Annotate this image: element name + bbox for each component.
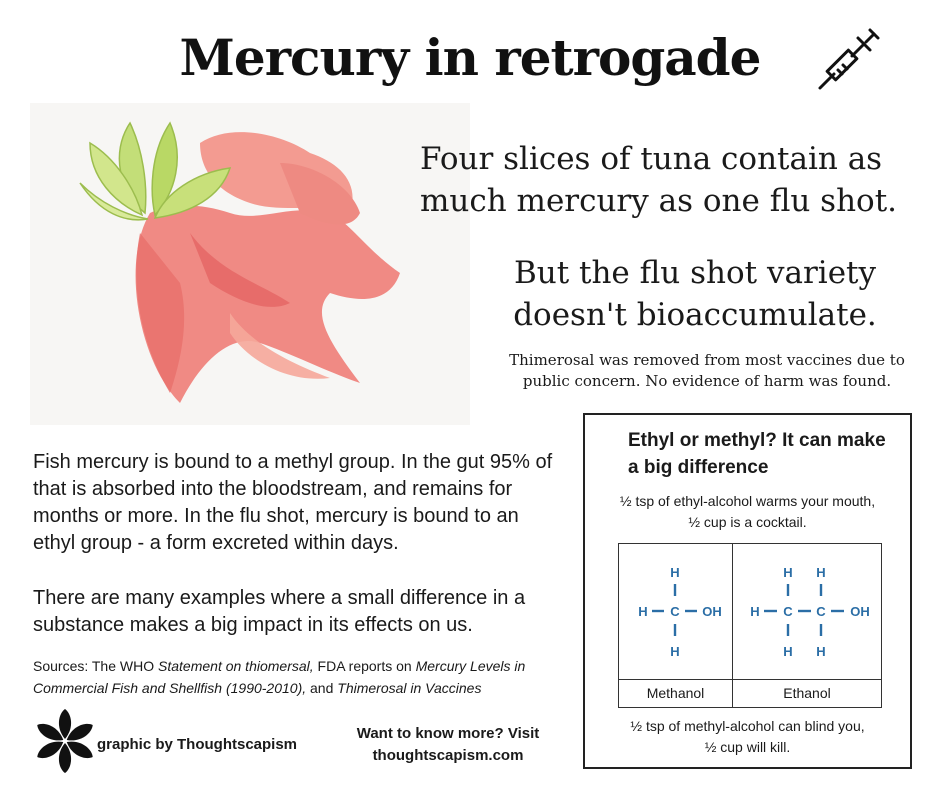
atom-c: C	[670, 604, 680, 619]
atom-h-left: H	[750, 604, 760, 619]
atom-c-2: C	[816, 604, 826, 619]
atom-h-top-2: H	[816, 565, 826, 580]
graphic-credit: graphic by Thoughtscapism	[97, 736, 298, 753]
methanol-structure	[619, 544, 732, 680]
flower-logo-icon	[30, 708, 100, 774]
methanol-cell	[619, 544, 733, 707]
atom-h-bottom-2: H	[816, 644, 826, 659]
atom-h-top-1: H	[783, 565, 793, 580]
sources-mid1: FDA reports on	[313, 658, 416, 674]
syringe-icon	[812, 26, 882, 96]
methyl-alcohol-note	[585, 716, 910, 758]
ethyl-line-2: ½ cup is a cocktail.	[688, 514, 807, 530]
methyl-line-2: ½ cup will kill.	[704, 739, 791, 755]
sources-prefix: Sources: The WHO	[33, 658, 159, 674]
atom-h-bottom-1: H	[783, 644, 793, 659]
methyl-line-1: ½ tsp of methyl-alcohol can blind you,	[630, 718, 865, 734]
sources-mid2: and	[306, 680, 338, 696]
ethyl-alcohol-note	[585, 491, 910, 533]
ethyl-methyl-box	[583, 413, 912, 769]
page-title: Mercury in retrogade	[179, 28, 761, 87]
box-title: Ethyl or methyl? It can make a big difference	[628, 430, 886, 478]
website-url[interactable]: thoughtscapism.com	[372, 747, 524, 764]
molecule-table	[618, 543, 882, 708]
source-who-statement: Statement on thiomersal,	[158, 658, 314, 674]
ethanol-label: Ethanol	[733, 679, 881, 707]
body-paragraph-examples: There are many examples where a small difference in a substance makes a big impact in its effects on us.	[33, 587, 526, 636]
source-thimerosal-vaccines: Thimerosal in Vaccines	[337, 680, 482, 696]
atom-c-1: C	[783, 604, 793, 619]
body-paragraph-methyl: Fish mercury is bound to a methyl group. In the gut 95% of that is absorbed into the bloodstream, and remains for months or more. In the flu shot, mercury is bound to an ethyl group - a form excreted within days.	[33, 451, 553, 554]
atom-oh: OH	[850, 604, 870, 619]
more-info-line: Want to know more? Visit	[356, 725, 540, 742]
ethanol-structure	[733, 544, 881, 680]
atom-oh: OH	[702, 604, 722, 619]
headline-secondary: But the flu shot variety doesn't bioaccumulate.	[513, 255, 877, 333]
ethanol-cell	[733, 544, 881, 707]
tuna-photo	[30, 103, 470, 425]
sources-citation	[33, 655, 578, 699]
thimerosal-note: Thimerosal was removed from most vaccines due to public concern. No evidence of harm was found.	[509, 351, 905, 390]
source-fda-fish: Mercury Levels in Commercial Fish and Shellfish (1990-2010),	[33, 658, 526, 696]
atom-h-left: H	[638, 604, 648, 619]
website-link[interactable]	[338, 723, 558, 767]
atom-h-bottom: H	[670, 644, 680, 659]
atom-h-top: H	[670, 565, 680, 580]
methanol-label: Methanol	[619, 679, 732, 707]
ethyl-line-1: ½ tsp of ethyl-alcohol warms your mouth,	[619, 493, 876, 509]
headline-primary: Four slices of tuna contain as much mercury as one flu shot.	[420, 141, 898, 219]
